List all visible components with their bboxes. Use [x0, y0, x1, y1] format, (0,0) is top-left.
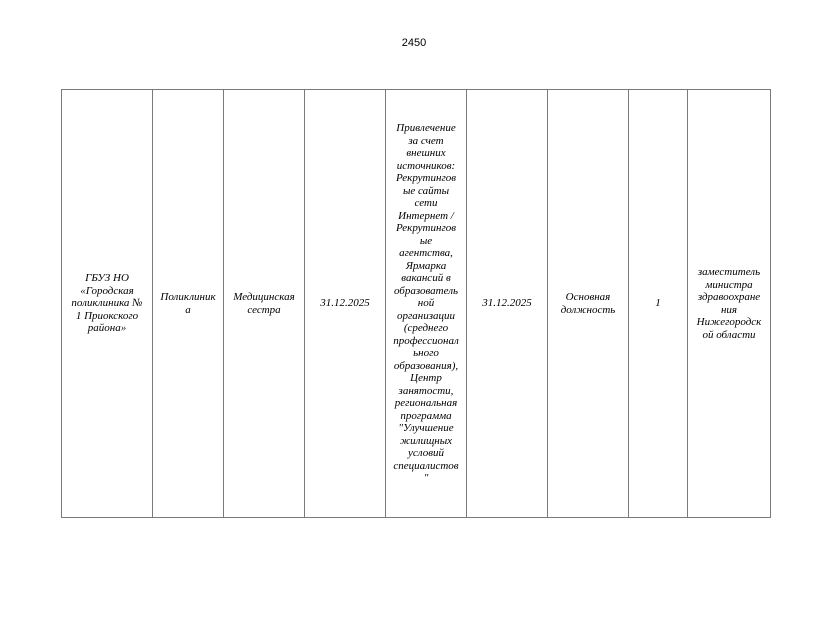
document-table [61, 89, 771, 518]
count-cell: 1 [629, 90, 688, 518]
recruitment-sources-cell: Привлечение за счет внешних источников: Рекрутингов ые сайты сети Интернет / Рекрутингов ые агентства, Ярмарка вакансий в образователь ной организации (среднего профессионал ьного образования), Центр занятости, региональная программа "Улучшение жилищных условий специалистов " [386, 90, 467, 518]
responsible-person-cell: заместитель министра здравоохране ния Нижегородск ой области [688, 90, 771, 518]
position-cell: Медицинская сестра [224, 90, 305, 518]
position-type-cell: Основная должность [548, 90, 629, 518]
completion-date-cell: 31.12.2025 [467, 90, 548, 518]
deadline-date-cell: 31.12.2025 [305, 90, 386, 518]
page-number: 2450 [401, 37, 427, 49]
organization-cell: ГБУЗ НО «Городская поликлиника № 1 Приокского района» [62, 90, 153, 518]
table-row [62, 90, 771, 518]
department-cell: Поликлиник а [153, 90, 224, 518]
